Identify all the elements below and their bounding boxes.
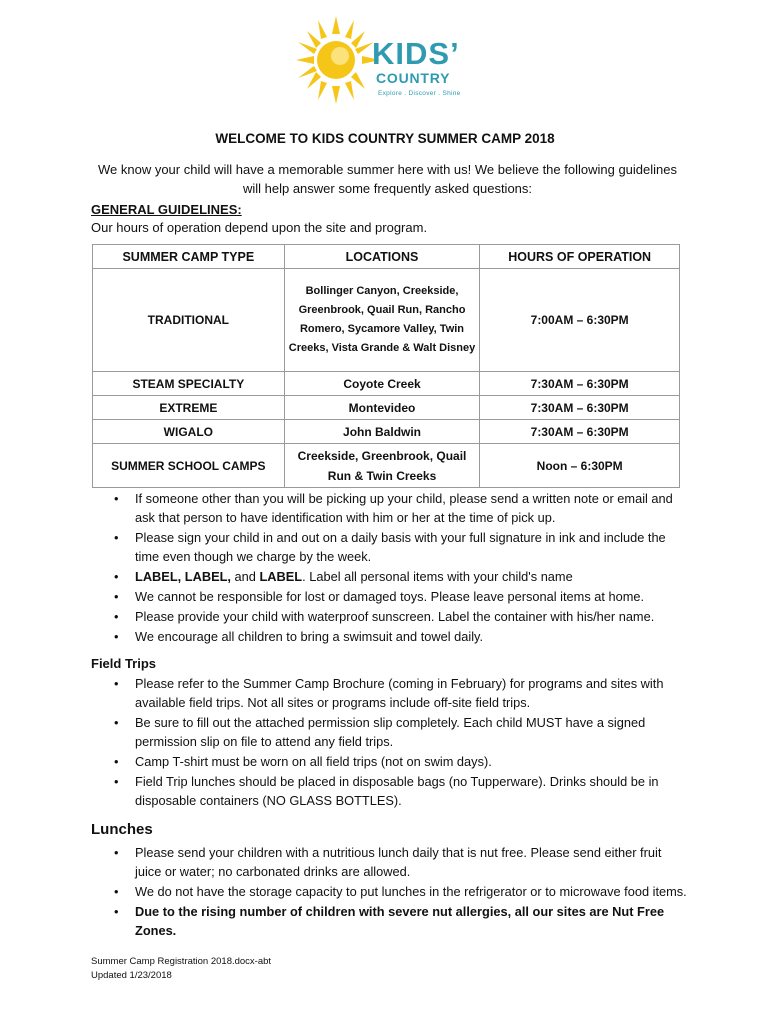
camp-type-cell: WIGALO — [93, 420, 285, 444]
table-row — [93, 269, 680, 372]
list-item-text: Due to the rising number of children with severe nut allergies, all our sites are Nut Free Zones. — [135, 904, 665, 938]
hours-cell: 7:30AM – 6:30PM — [480, 372, 680, 396]
list-item — [91, 567, 691, 586]
list-item-text: Field Trip lunches should be placed in disposable bags (no Tupperware). Drinks should be in disposable containers (NO GLASS BOTTLES). — [135, 774, 659, 808]
bullet-icon: • — [114, 904, 119, 919]
bullet-icon: • — [114, 629, 119, 644]
locations-cell: Creekside, Greenbrook, Quail Run & Twin Creeks — [284, 444, 480, 488]
lunches-list — [91, 843, 691, 940]
locations-cell: Montevideo — [284, 396, 480, 420]
bullet-icon: • — [114, 491, 119, 506]
locations-cell: Bollinger Canyon, Creekside, Greenbrook, Quail Run, Rancho Romero, Sycamore Valley, Twin Creeks, Vista Grande & Walt Disney — [284, 269, 480, 372]
kids-country-logo — [296, 14, 476, 106]
field-trips-heading: Field Trips — [91, 656, 157, 671]
bullet-icon: • — [114, 676, 119, 691]
table-row — [93, 444, 680, 488]
table-row — [93, 420, 680, 444]
hours-cell: Noon – 6:30PM — [480, 444, 680, 488]
hours-table — [92, 244, 680, 488]
list-item — [91, 902, 691, 940]
list-item-text: We do not have the storage capacity to put lunches in the refrigerator or to microwave food items. — [135, 884, 687, 899]
header-camp-type: SUMMER CAMP TYPE — [93, 245, 285, 269]
bullet-icon: • — [114, 715, 119, 730]
locations-cell: John Baldwin — [284, 420, 480, 444]
list-item — [91, 674, 691, 712]
list-item-text: Camp T-shirt must be worn on all field trips (not on swim days). — [135, 754, 492, 769]
bullet-icon: • — [114, 530, 119, 545]
table-row — [93, 396, 680, 420]
page-title: WELCOME TO KIDS COUNTRY SUMMER CAMP 2018 — [215, 131, 555, 146]
list-item — [91, 752, 691, 771]
field-trips-list — [91, 674, 691, 810]
label-and-text: and — [230, 569, 260, 584]
header-locations: LOCATIONS — [284, 245, 480, 269]
label-emphasis-2: LABEL — [259, 569, 303, 584]
list-item — [91, 587, 691, 606]
list-item-text: Please refer to the Summer Camp Brochure (coming in February) for programs and sites with available field trips. Not all sites or programs include off-site field trips. — [135, 676, 664, 710]
header-hours: HOURS OF OPERATION — [480, 245, 680, 269]
intro-paragraph: We know your child will have a memorable summer here with us! We believe the following guidelines will help answer some frequently asked questions: — [97, 162, 677, 196]
footer-updated: Updated 1/23/2018 — [91, 970, 172, 981]
list-item — [91, 713, 691, 751]
list-item — [91, 843, 691, 881]
logo-country-text: COUNTRY — [376, 70, 451, 86]
list-item-text: Please send your children with a nutritious lunch daily that is nut free. Please send either fruit juice or water; no carbonated drinks are allowed. — [135, 845, 662, 879]
table-header-row — [93, 245, 680, 269]
camp-type-cell: TRADITIONAL — [93, 269, 285, 372]
hours-cell: 7:00AM – 6:30PM — [480, 269, 680, 372]
bullet-icon: • — [114, 774, 119, 789]
bullet-icon: • — [114, 589, 119, 604]
list-item-text: . Label all personal items with your child's name — [302, 569, 573, 584]
bullet-icon: • — [114, 884, 119, 899]
general-guidelines-list — [91, 489, 691, 646]
general-guidelines-heading: GENERAL GUIDELINES: — [91, 202, 242, 217]
camp-type-cell: EXTREME — [93, 396, 285, 420]
list-item-text: Please sign your child in and out on a daily basis with your full signature in ink and include the time even though we charge by the week. — [135, 530, 666, 564]
logo-kids-text: KIDS’ — [372, 36, 460, 71]
bullet-icon: • — [114, 845, 119, 860]
general-guidelines-text: Our hours of operation depend upon the site and program. — [91, 220, 428, 235]
hours-cell: 7:30AM – 6:30PM — [480, 396, 680, 420]
list-item-text: If someone other than you will be picking up your child, please send a written note or email and ask that person to have identification with him or her at the time of pick up. — [135, 491, 673, 525]
list-item-text: Please provide your child with waterproof sunscreen. Label the container with his/her name. — [135, 609, 655, 624]
hours-cell: 7:30AM – 6:30PM — [480, 420, 680, 444]
list-item — [91, 627, 691, 646]
list-item-text: Be sure to fill out the attached permission slip completely. Each child MUST have a signed permission slip on file to attend any field trips. — [135, 715, 646, 749]
list-item — [91, 489, 691, 527]
bullet-icon: • — [114, 609, 119, 624]
logo-tagline: Explore . Discover . Shine — [378, 90, 461, 97]
document-footer — [91, 955, 271, 983]
camp-type-cell: STEAM SPECIALTY — [93, 372, 285, 396]
locations-cell: Coyote Creek — [284, 372, 480, 396]
bullet-icon: • — [114, 569, 119, 584]
list-item — [91, 607, 691, 626]
table-row — [93, 372, 680, 396]
list-item-text: We cannot be responsible for lost or damaged toys. Please leave personal items at home. — [135, 589, 645, 604]
list-item — [91, 882, 691, 901]
list-item — [91, 528, 691, 566]
list-item-text: We encourage all children to bring a swimsuit and towel daily. — [135, 629, 484, 644]
list-item — [91, 772, 691, 810]
camp-type-cell: SUMMER SCHOOL CAMPS — [93, 444, 285, 488]
label-emphasis-1: LABEL, LABEL, — [135, 569, 231, 584]
lunches-heading: Lunches — [91, 821, 153, 838]
footer-filename: Summer Camp Registration 2018.docx-abt — [91, 956, 272, 967]
bullet-icon: • — [114, 754, 119, 769]
